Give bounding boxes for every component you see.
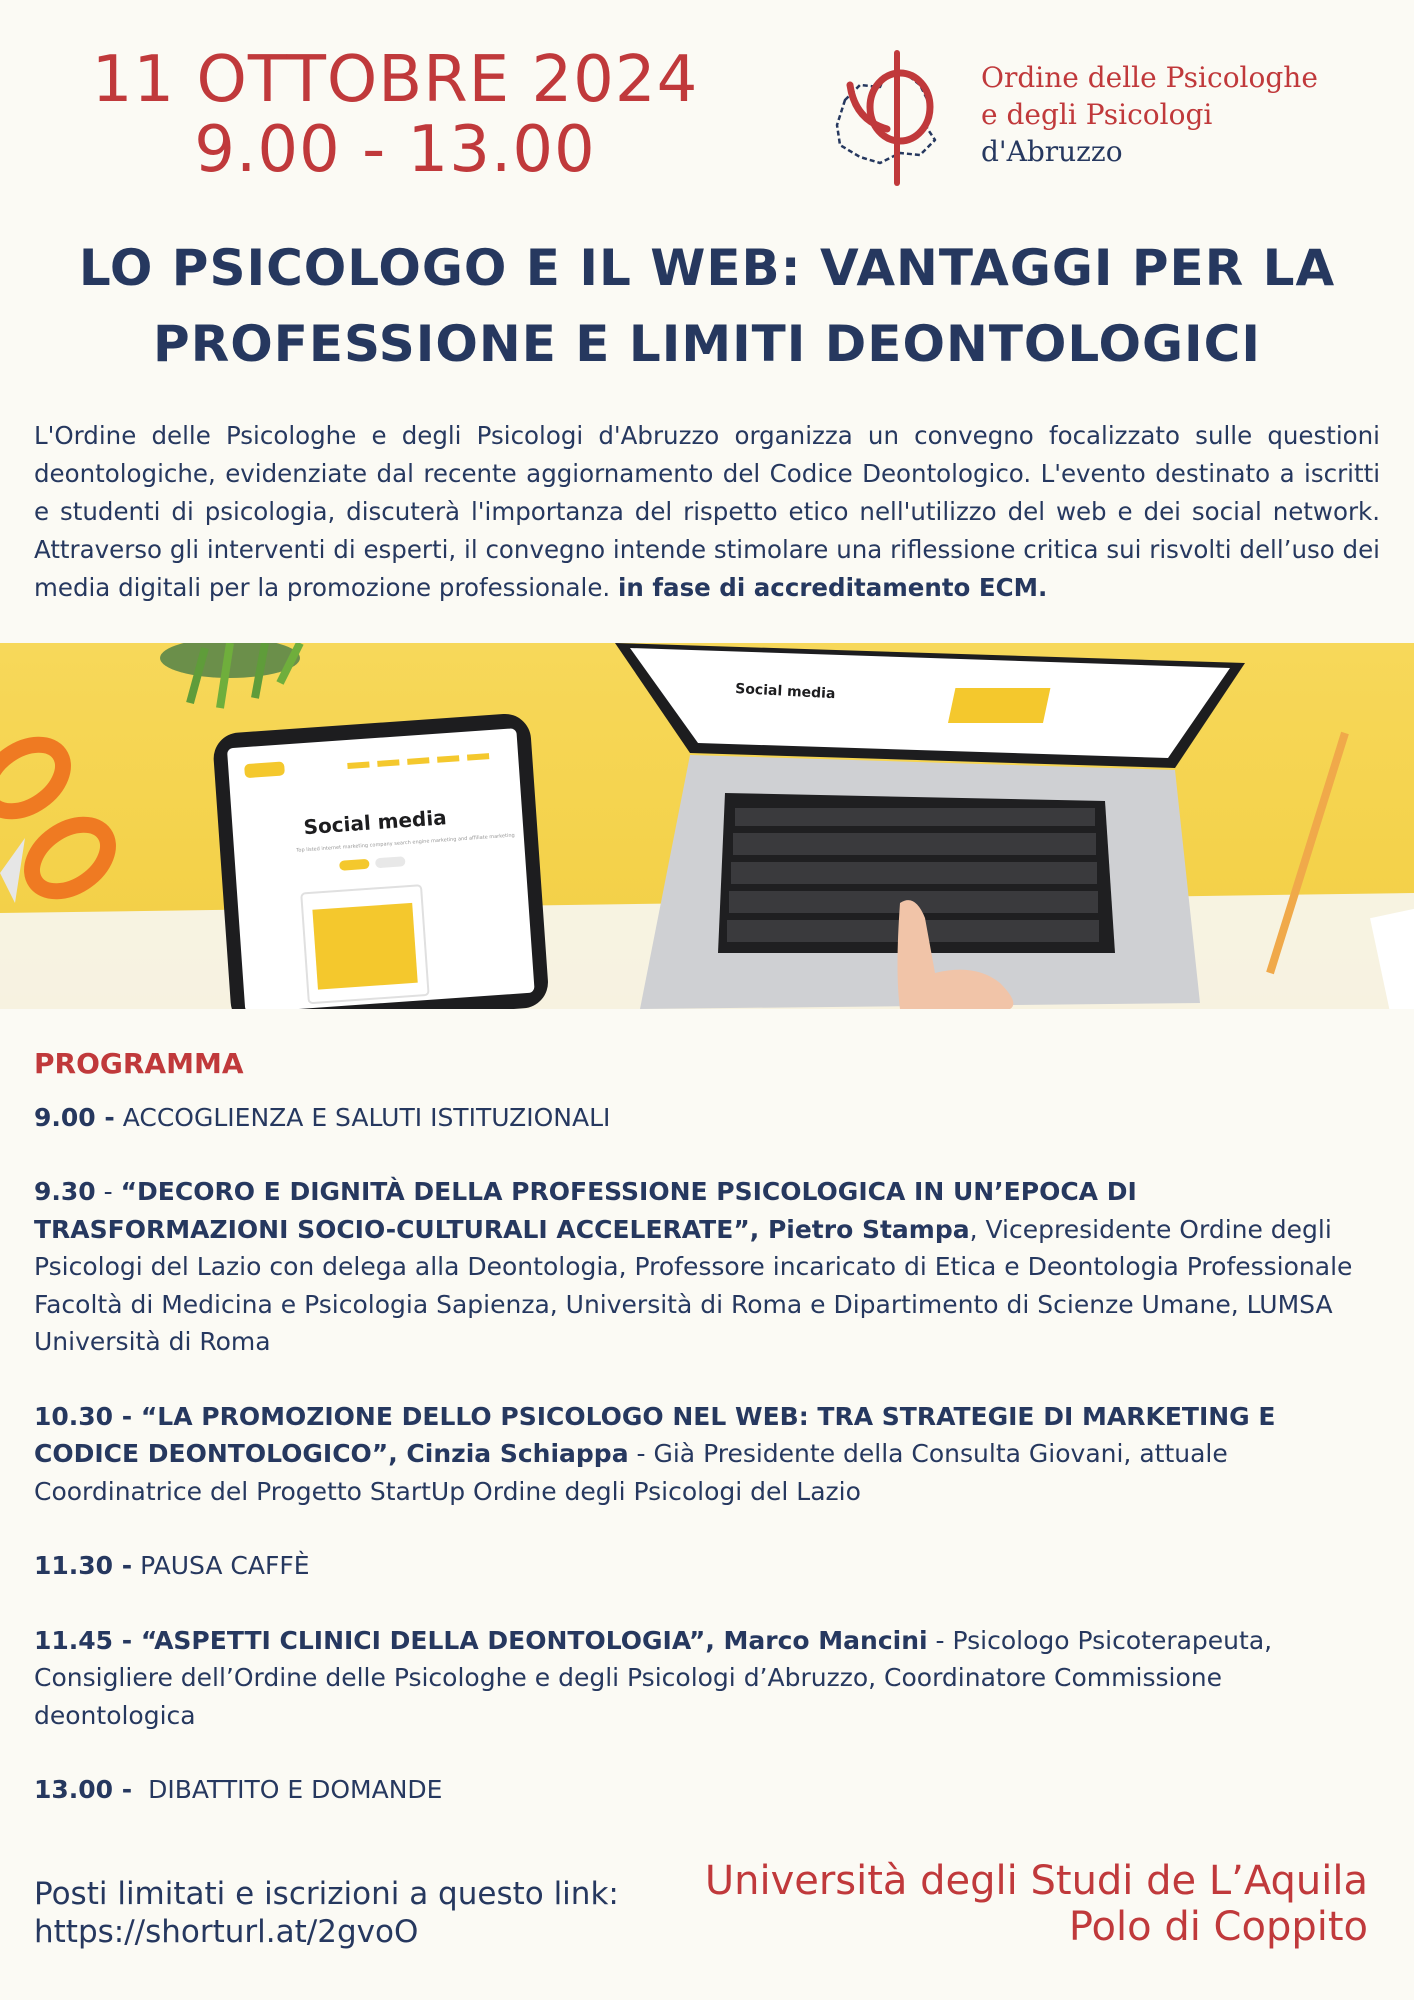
intro-paragraph <box>34 417 1380 607</box>
event-title <box>40 230 1374 382</box>
program-title: DIBATTITO E DOMANDE <box>140 1775 443 1804</box>
logo-text-line1: Ordine delle Psicologhe <box>981 61 1318 94</box>
program-separator: - <box>95 1177 121 1206</box>
hero-photo <box>0 643 1414 1009</box>
laptop-screen-title: Social media <box>734 681 836 703</box>
program-item <box>34 1099 1384 1137</box>
tablet-icon <box>212 712 550 1009</box>
tablet-title: Social media <box>302 805 448 840</box>
event-datetime <box>60 45 730 185</box>
program-time: 13.00 - <box>34 1775 133 1804</box>
title-line2: PROFESSIONE E LIMITI DEONTOLOGICI <box>153 315 1261 373</box>
event-date: 11 OTTOBRE 2024 <box>91 43 699 117</box>
program-talk: 10.30 - “LA PROMOZIONE DELLO PSICOLOGO NEL WEB: TRA STRATEGIE DI MARKETING E CODICE DEONTOLOGICO”, Cinzia Schiappa <box>34 1401 1276 1468</box>
laptop-icon <box>615 643 1245 1009</box>
organization-logo <box>825 45 1345 195</box>
logo-text-line3: d'Abruzzo <box>981 135 1123 168</box>
program-time: 9.00 - <box>34 1102 115 1132</box>
scissors-icon <box>0 731 120 905</box>
program-item <box>34 1398 1384 1511</box>
program-title: ACCOGLIENZA E SALUTI ISTITUZIONALI <box>122 1102 611 1132</box>
program-time: 9.30 <box>34 1177 96 1206</box>
program-item <box>34 1771 1384 1809</box>
program-item <box>34 1173 1384 1361</box>
event-time: 9.00 - 13.00 <box>194 113 596 187</box>
program-title: PAUSA CAFFÈ <box>140 1551 310 1580</box>
program-talk: 11.45 - “ASPETTI CLINICI DELLA DEONTOLOGIA”, Marco Mancini <box>34 1625 928 1655</box>
program-description: - Psicologo Psicoterapeuta, Consigliere dell’Ordine delle Psicologhe e degli Psicologi d’Abruzzo, Coordinatore Commissione deontologica <box>34 1625 1273 1730</box>
title-line1: LO PSICOLOGO E IL WEB: VANTAGGI PER LA <box>78 239 1336 297</box>
program-item <box>34 1547 1384 1585</box>
venue-university: Università degli Studi de L’Aquila <box>704 1858 1368 1904</box>
program-talk: “DECORO E DIGNITÀ DELLA PROFESSIONE PSICOLOGICA IN UN’EPOCA DI TRASFORMAZIONI SOCIO-CULTURALI ACCELERATE”, Pietro Stampa <box>34 1177 1137 1244</box>
tablet-subtitle: Top listed internet marketing company search engine marketing and affiliate marketing <box>296 832 515 854</box>
program-section <box>34 1045 1384 1846</box>
registration-text: Posti limitati e iscrizioni a questo link: <box>34 1876 619 1912</box>
program-item <box>34 1622 1384 1735</box>
program-description: , Vicepresidente Ordine degli Psicologi del Lazio con delega alla Deontologia, Professore incaricato di Etica e Deontologia Professionale Facoltà di Medicina e Psicologia Sapienza, Università di Roma e Dipartimento di Scienze Umane, LUMSA Università di Roma <box>34 1214 1353 1356</box>
venue-info <box>705 1858 1368 1950</box>
logo-text-line2: e degli Psicologi <box>981 98 1213 131</box>
psi-logo-icon <box>825 45 975 195</box>
plant-icon <box>160 643 300 708</box>
intro-text: L'Ordine delle Psicologhe e degli Psicologi d'Abruzzo organizza un convegno focalizzato sulle questioni deontologiche, evidenziate dal recente aggiornamento del Codice Deontologico. L'evento destinato a iscritti e studenti di psicologia, discuterà l'importanza del rispetto etico nell'utilizzo del web e dei social network. Attraverso gli interventi di esperti, il convegno intende stimolare una riflessione critica sui risvolti dell’uso dei media digitali per la promozione professionale. <box>34 421 1380 602</box>
venue-campus: Polo di Coppito <box>1068 1904 1368 1950</box>
ecm-note: in fase di accreditamento ECM. <box>618 573 1048 602</box>
registration-link[interactable]: https://shorturl.at/2gvoO <box>34 1914 419 1950</box>
program-time: 11.30 - <box>34 1551 133 1580</box>
registration-info <box>34 1875 619 1951</box>
program-heading: PROGRAMMA <box>34 1047 244 1080</box>
program-description: - Già Presidente della Consulta Giovani, attuale Coordinatrice del Progetto StartUp Ordine degli Psicologi del Lazio <box>34 1439 1228 1506</box>
